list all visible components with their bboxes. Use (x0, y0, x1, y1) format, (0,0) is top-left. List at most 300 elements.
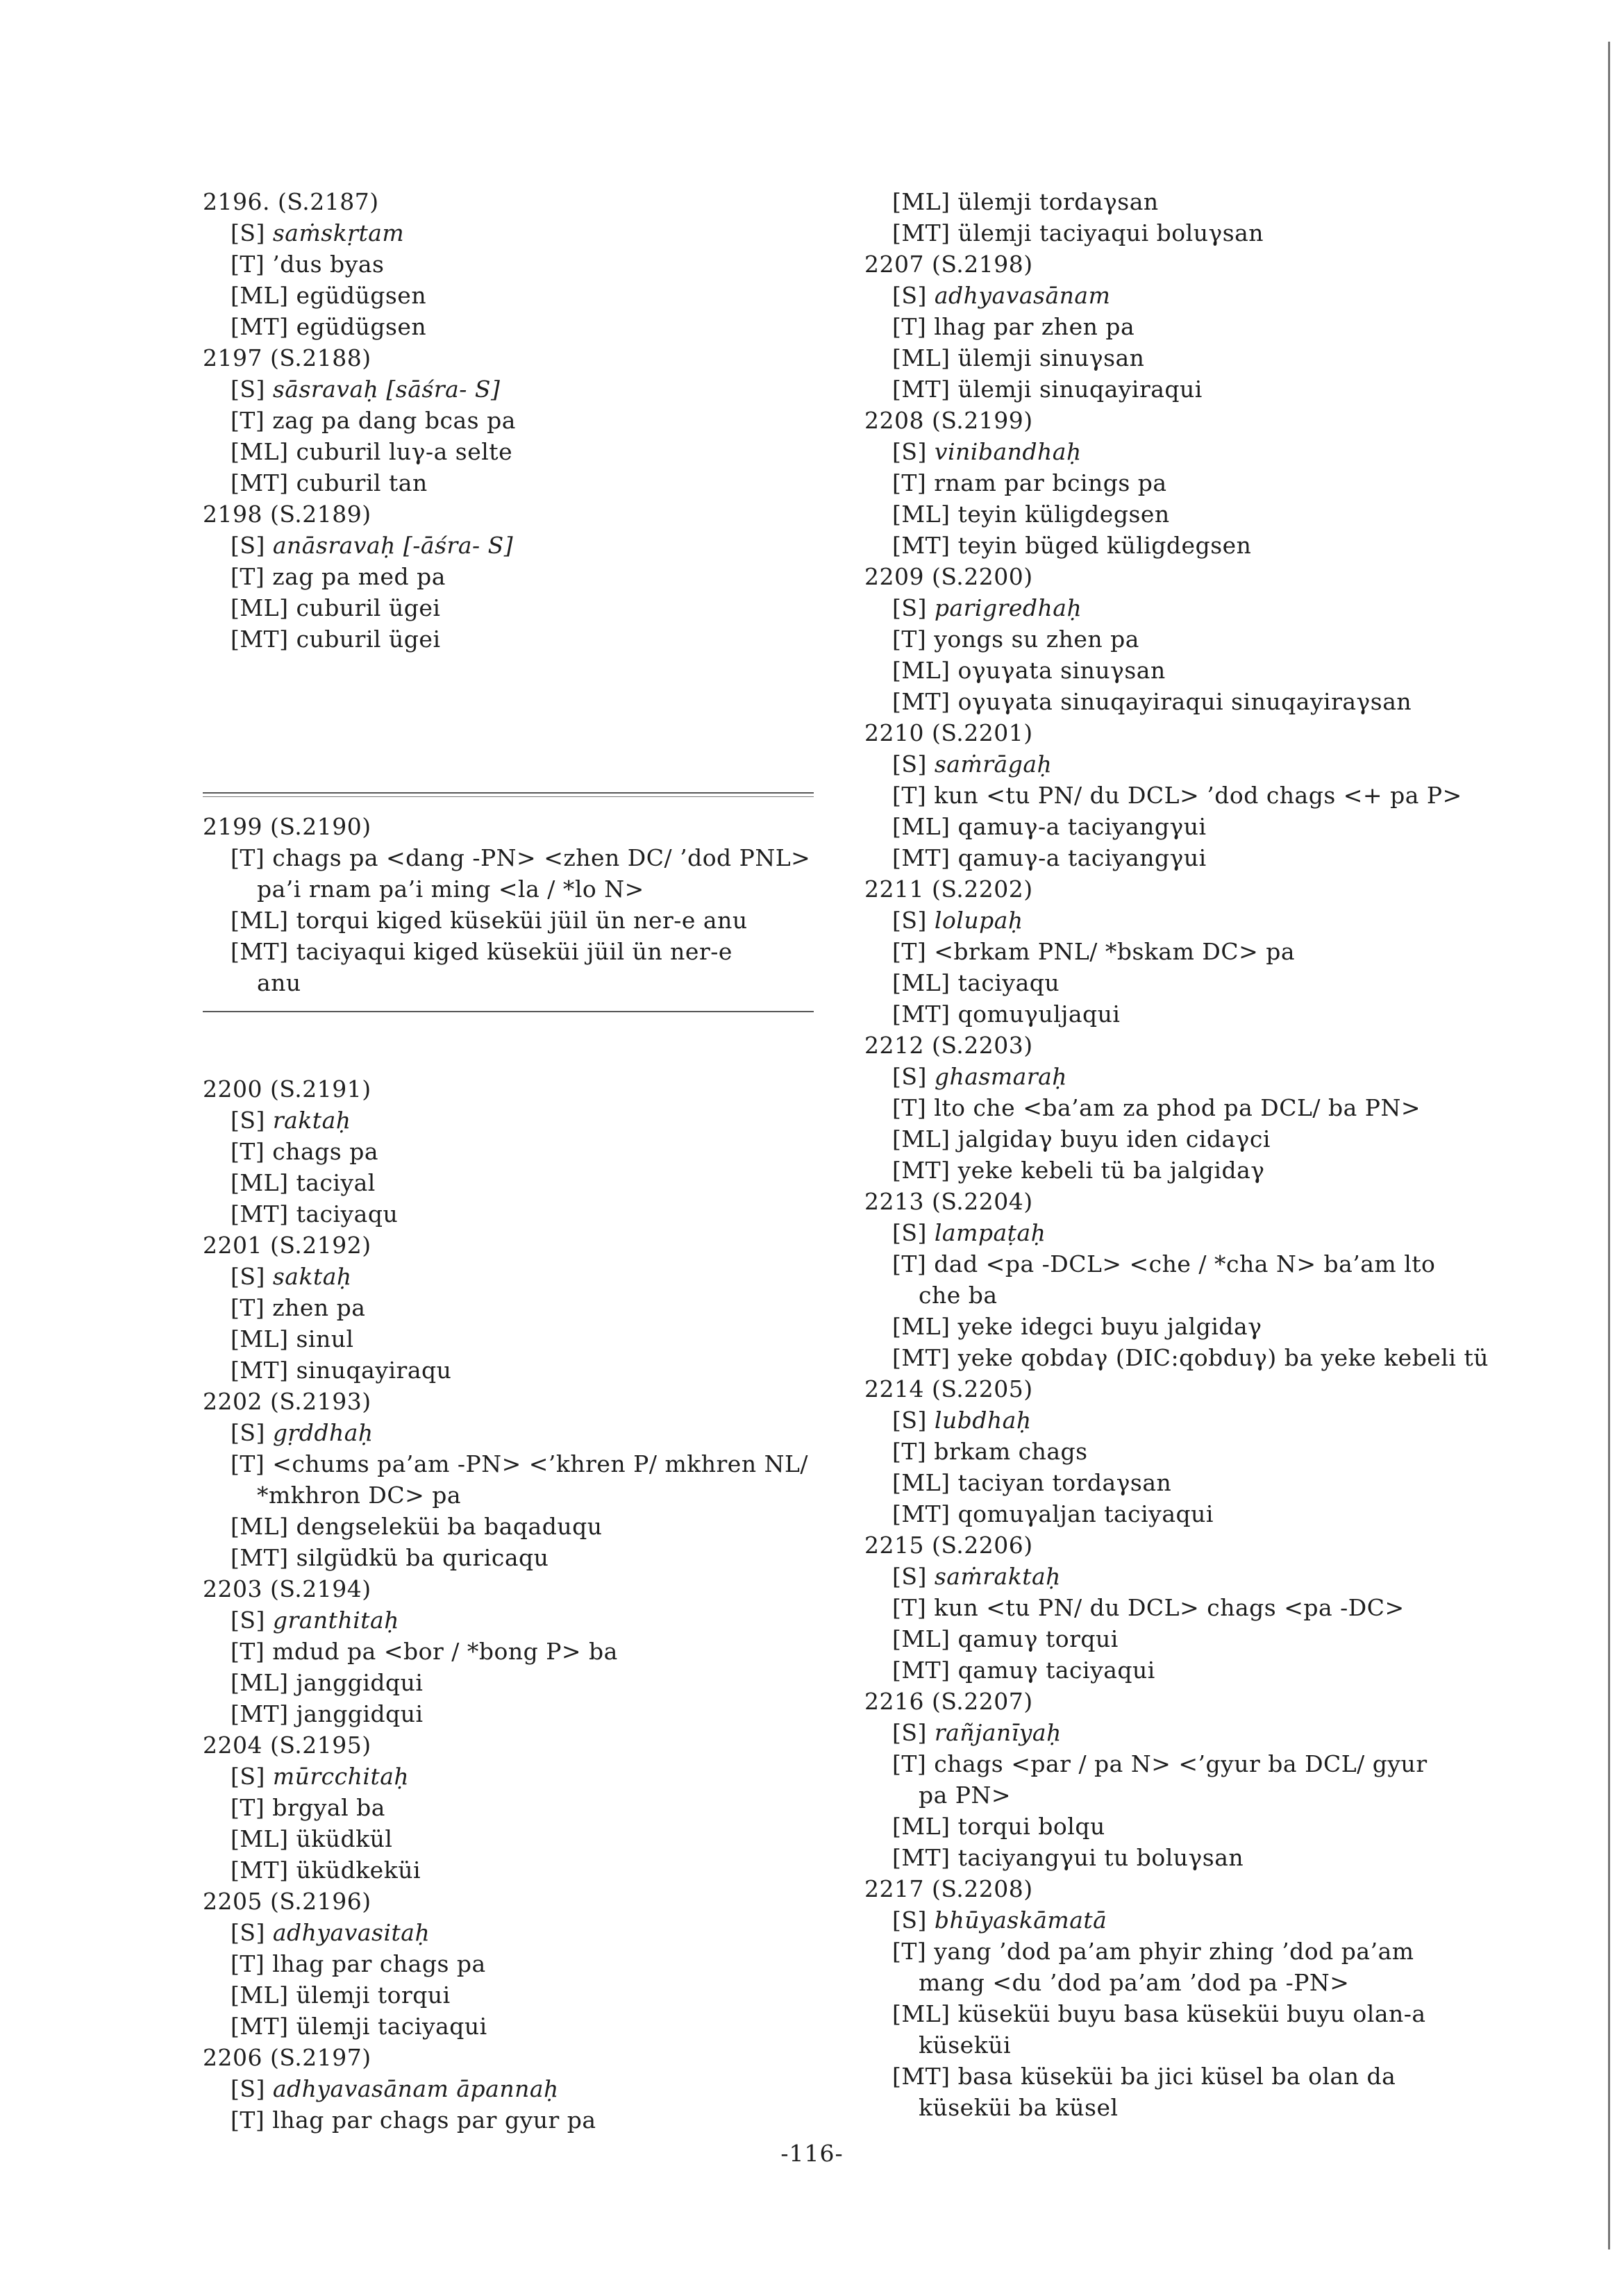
language-tag: [S] (892, 594, 927, 621)
language-tag: [MT] (231, 1857, 289, 1884)
divider-double (203, 792, 814, 797)
entry-line (864, 2092, 1559, 2123)
language-tag: [MT] (892, 532, 951, 559)
entry-text: brgyal ba (272, 1794, 385, 1821)
sanskrit-term: adhyavasānam āpannaḥ (272, 2075, 559, 2102)
entry-line (864, 1904, 1559, 1936)
language-tag: [T] (892, 1438, 927, 1465)
language-tag: [MT] (231, 469, 289, 496)
sanskrit-term: raktaḥ (272, 1107, 351, 1134)
entry-text: <brkam PNL/ *bskam DC> pa (934, 938, 1296, 965)
entry-text: taciyaqu (957, 969, 1060, 996)
language-tag: [T] (892, 1594, 927, 1621)
entry-number: 2216 (S.2207) (864, 1688, 1033, 1715)
entry-line (864, 1217, 1559, 1248)
language-tag: [T] (231, 1950, 265, 1977)
entry-text: yeke qobdaγ (DIC:qobduγ) ba yeke kebeli tü (957, 1344, 1489, 1371)
entry-text: silgüdkü ba quricaqu (296, 1544, 549, 1571)
entry-text: *mkhron DC> pa (257, 1482, 462, 1509)
dictionary-entry (203, 1573, 828, 1729)
language-tag: [MT] (892, 1844, 951, 1871)
entry-text: torqui bolqu (957, 1813, 1105, 1840)
language-tag: [ML] (892, 188, 951, 215)
language-tag: [S] (231, 2075, 265, 2102)
language-tag: [ML] (892, 1313, 951, 1340)
entry-line (864, 1092, 1559, 1123)
sanskrit-term: adhyavasānam (934, 282, 1111, 309)
entry-number: 2209 (S.2200) (864, 563, 1033, 590)
entry-text: yeke kebeli tü ba jalgidaγ (957, 1157, 1265, 1184)
entry-text: anu (257, 969, 301, 996)
right-column (864, 186, 1559, 2123)
language-tag: [MT] (892, 844, 951, 871)
language-tag: [MT] (892, 1157, 951, 1184)
entry-line (203, 1917, 828, 1948)
entry-line (203, 2011, 828, 2042)
entry-line (203, 1511, 828, 1542)
page-edge-line (1608, 42, 1610, 2249)
entry-text: mang <du ’dod pa’am ’dod pa -PN> (919, 1969, 1350, 1996)
language-tag: [MT] (231, 1357, 289, 1384)
language-tag: [S] (892, 1907, 927, 1934)
language-tag: [S] (892, 1563, 927, 1590)
entry-line (864, 967, 1559, 998)
entry-text: brkam chags (934, 1438, 1088, 1465)
entry-line (203, 1542, 828, 1573)
sanskrit-term: sāsravaḥ [sāśra- S] (272, 376, 501, 403)
dictionary-entry (864, 873, 1559, 1030)
language-tag: [T] (892, 1750, 927, 1777)
sanskrit-term: vinibandhaḥ (934, 438, 1082, 465)
entry-line (203, 1823, 828, 1854)
entry-line (203, 842, 828, 873)
entry-line (203, 1417, 828, 1448)
language-tag: [ML] (892, 813, 951, 840)
language-tag: [ML] (892, 1469, 951, 1496)
entry-number: 2201 (S.2192) (203, 1232, 371, 1259)
entry-line (203, 1105, 828, 1136)
language-tag: [T] (231, 2106, 265, 2134)
entry-text: egüdügsen (296, 313, 427, 340)
entry-line (864, 1592, 1559, 1623)
language-tag: [MT] (892, 1000, 951, 1028)
language-tag: [T] (892, 938, 927, 965)
sanskrit-term: ghasmaraḥ (934, 1063, 1068, 1090)
entry-text: sinul (296, 1325, 354, 1352)
dictionary-entry (203, 811, 828, 998)
dictionary-entry (203, 1230, 828, 1386)
language-tag: [S] (892, 1407, 927, 1434)
page-number: -116- (780, 2140, 844, 2167)
entry-line (864, 1467, 1559, 1498)
language-tag: [ML] (231, 1825, 289, 1852)
language-tag: [MT] (231, 313, 289, 340)
entry-number: 2214 (S.2205) (864, 1375, 1033, 1402)
entry-text: taciyaqui kiged küseküi jüil ün ner-e (296, 938, 733, 965)
entry-line (203, 249, 828, 280)
entry-line (864, 1342, 1559, 1373)
entry-text: torqui kiged küseküi jüil ün ner-e anu (296, 907, 748, 934)
language-tag: [S] (231, 1607, 265, 1634)
entry-text: egüdügsen (296, 282, 427, 309)
language-tag: [ML] (892, 1625, 951, 1652)
sanskrit-term: parigredhaḥ (934, 594, 1082, 621)
entry-line (203, 592, 828, 623)
language-tag: [T] (892, 1250, 927, 1277)
dictionary-entry (864, 1873, 1559, 2123)
entry-text: pa’i rnam pa’i ming <la / *lo N> (257, 875, 644, 903)
entry-text: taciyangγui tu boluγsan (957, 1844, 1244, 1871)
entry-number: 2197 (S.2188) (203, 344, 371, 371)
entry-text: kun <tu PN/ du DCL> chags <pa -DC> (934, 1594, 1405, 1621)
entry-line (864, 1311, 1559, 1342)
entry-line (864, 1842, 1559, 1873)
entry-line (864, 186, 1559, 217)
entry-line (864, 2029, 1559, 2061)
entry-text: mdud pa <bor / *bong P> ba (272, 1638, 618, 1665)
entry-text: jalgidaγ buyu iden cidaγci (957, 1125, 1271, 1153)
sanskrit-term: lampaṭaḥ (934, 1219, 1046, 1246)
language-tag: [ML] (231, 1169, 289, 1196)
entry-line (864, 936, 1559, 967)
entry-line (203, 1167, 828, 1198)
language-tag: [MT] (892, 688, 951, 715)
entry-line (864, 842, 1559, 873)
entry-line (864, 1561, 1559, 1592)
entry-text: küseküi (919, 2031, 1012, 2059)
entry-line (203, 1667, 828, 1698)
language-tag: [MT] (892, 1500, 951, 1527)
entry-line (864, 436, 1559, 467)
entry-text: qomuγuljaqui (957, 1000, 1121, 1028)
language-tag: [T] (231, 844, 265, 871)
entry-line (864, 655, 1559, 686)
entry-line (864, 374, 1559, 405)
language-tag: [T] (892, 313, 927, 340)
language-tag: [T] (892, 782, 927, 809)
language-tag: [T] (892, 1094, 927, 1121)
entry-text: üküdkül (296, 1825, 393, 1852)
entry-text: chags pa (272, 1138, 379, 1165)
language-tag: [T] (231, 563, 265, 590)
entry-text: qamuγ torqui (957, 1625, 1119, 1652)
dictionary-entry (203, 186, 828, 342)
entry-text: ülemji torqui (296, 1981, 451, 2009)
entry-number: 2196. (S.2187) (203, 188, 379, 215)
dictionary-entry (203, 342, 828, 498)
entry-line (864, 905, 1559, 936)
entry-line (864, 1248, 1559, 1280)
entry-line (203, 436, 828, 467)
entry-text: taciyan tordaγsan (957, 1469, 1172, 1496)
entry-number: 2210 (S.2201) (864, 719, 1033, 746)
entry-line (864, 1811, 1559, 1842)
entry-text: janggidqui (296, 1669, 424, 1696)
sanskrit-term: mūrcchitaḥ (272, 1763, 410, 1790)
language-tag: [S] (231, 1107, 265, 1134)
entry-line (864, 623, 1559, 655)
entry-line (203, 873, 828, 905)
entry-line (864, 1967, 1559, 1998)
entry-text: ülemji taciyaqui (296, 2013, 487, 2040)
entry-text: yeke idegci buyu jalgidaγ (957, 1313, 1262, 1340)
language-tag: [S] (892, 751, 927, 778)
entry-line (864, 1498, 1559, 1530)
sanskrit-term: lubdhaḥ (934, 1407, 1032, 1434)
entry-number: 2202 (S.2193) (203, 1388, 371, 1415)
entry-line (203, 1292, 828, 1323)
entry-text: üküdkeküi (296, 1857, 421, 1884)
language-tag: [S] (892, 1719, 927, 1746)
entry-line (864, 1623, 1559, 1654)
entry-text: zag pa dang bcas pa (272, 407, 516, 434)
entry-line (203, 1792, 828, 1823)
language-tag: [S] (892, 438, 927, 465)
entry-line (203, 530, 828, 561)
entry-text: kun <tu PN/ du DCL> ’dod chags <+ pa P> (934, 782, 1462, 809)
entry-text: basa küseküi ba jici küsel ba olan da (957, 2063, 1396, 2090)
language-tag: [MT] (231, 938, 289, 965)
dictionary-entry (203, 1886, 828, 2042)
language-tag: [S] (892, 1063, 927, 1090)
entry-line (203, 1261, 828, 1292)
entry-line (864, 1061, 1559, 1092)
entry-line (203, 1636, 828, 1667)
left-column (203, 186, 828, 2136)
entry-text: ülemji sinuqayiraqui (957, 376, 1203, 403)
entry-line (203, 905, 828, 936)
dictionary-entry (864, 186, 1559, 249)
language-tag: [T] (231, 1638, 265, 1665)
language-tag: [S] (231, 219, 265, 246)
language-tag: [MT] (892, 1344, 951, 1371)
entry-text: sinuqayiraqu (296, 1357, 452, 1384)
entry-line (203, 1480, 828, 1511)
language-tag: [S] (231, 1763, 265, 1790)
language-tag: [T] (892, 1938, 927, 1965)
language-tag: [ML] (892, 1813, 951, 1840)
language-tag: [MT] (892, 376, 951, 403)
entry-text: lhag par zhen pa (934, 313, 1135, 340)
language-tag: [MT] (231, 1700, 289, 1727)
entry-line (864, 467, 1559, 498)
language-tag: [MT] (892, 2063, 951, 2090)
dictionary-entry (864, 1186, 1559, 1373)
entry-text: oγuγata sinuqayiraqui sinuqayiraγsan (957, 688, 1412, 715)
entry-text: ülemji sinuγsan (957, 344, 1145, 371)
entry-text: ülemji tordaγsan (957, 188, 1159, 215)
entry-line (864, 1779, 1559, 1811)
language-tag: [ML] (231, 1325, 289, 1352)
dictionary-entry (203, 1729, 828, 1886)
dictionary-entry (203, 2042, 828, 2136)
sanskrit-term: anāsravaḥ [-āśra- S] (272, 532, 514, 559)
entry-line (864, 498, 1559, 530)
entry-line (864, 686, 1559, 717)
entry-number: 2199 (S.2190) (203, 813, 371, 840)
language-tag: [S] (231, 376, 265, 403)
entry-line (864, 2061, 1559, 2092)
sanskrit-term: granthitaḥ (272, 1607, 399, 1634)
dictionary-entry (203, 498, 828, 655)
language-tag: [T] (231, 407, 265, 434)
spacer (203, 1012, 828, 1073)
entry-line (203, 467, 828, 498)
language-tag: [ML] (231, 1669, 289, 1696)
entry-line (864, 1123, 1559, 1155)
entry-text: küseküi buyu basa küseküi buyu olan-a (957, 2000, 1426, 2027)
dictionary-entry (203, 1073, 828, 1230)
entry-text: cuburil ügei (296, 594, 441, 621)
spacer (203, 797, 828, 811)
language-tag: [T] (231, 1294, 265, 1321)
entry-line (203, 967, 828, 998)
entry-line (203, 623, 828, 655)
language-tag: [MT] (231, 626, 289, 653)
entry-text: <chums pa’am -PN> <’khren P/ mkhren NL/ (272, 1450, 808, 1477)
language-tag: [T] (892, 469, 927, 496)
language-tag: [ML] (231, 1513, 289, 1540)
entry-line (864, 780, 1559, 811)
dictionary-entry (864, 717, 1559, 873)
language-tag: [ML] (231, 438, 289, 465)
entry-number: 2207 (S.2198) (864, 251, 1033, 278)
entry-text: chags pa <dang -PN> <zhen DC/ ’dod PNL> (272, 844, 811, 871)
entry-text: pa PN> (919, 1782, 1012, 1809)
entry-text: oγuγata sinuγsan (957, 657, 1166, 684)
entry-line (864, 1405, 1559, 1436)
entry-line (864, 1717, 1559, 1748)
entry-line (203, 1323, 828, 1355)
entry-text: lhag par chags pa (272, 1950, 486, 1977)
entry-text: küseküi ba küsel (919, 2094, 1119, 2121)
language-tag: [S] (892, 907, 927, 934)
entry-line (203, 2073, 828, 2104)
entry-line (864, 811, 1559, 842)
language-tag: [MT] (892, 1657, 951, 1684)
entry-text: teyin büged küligdegsen (957, 532, 1252, 559)
entry-line (203, 561, 828, 592)
dictionary-entry (864, 249, 1559, 405)
language-tag: [MT] (231, 1544, 289, 1571)
sanskrit-term: saktaḥ (272, 1263, 352, 1290)
dictionary-entry (864, 405, 1559, 561)
language-tag: [T] (231, 1794, 265, 1821)
language-tag: [ML] (231, 594, 289, 621)
language-tag: [ML] (892, 2000, 951, 2027)
language-tag: [ML] (892, 344, 951, 371)
dictionary-entry (864, 561, 1559, 717)
entry-line (203, 1979, 828, 2011)
entry-line (203, 1698, 828, 1729)
entry-number: 2198 (S.2189) (203, 501, 371, 528)
language-tag: [MT] (892, 219, 951, 246)
entry-line (864, 748, 1559, 780)
language-tag: [ML] (892, 1125, 951, 1153)
entry-line (203, 1854, 828, 1886)
entry-line (864, 530, 1559, 561)
dictionary-entry (203, 1386, 828, 1573)
entry-line (203, 374, 828, 405)
entry-line (203, 280, 828, 311)
dictionary-entry (864, 1030, 1559, 1186)
language-tag: [S] (231, 532, 265, 559)
language-tag: [T] (231, 1450, 265, 1477)
entry-line (864, 311, 1559, 342)
entry-line (864, 342, 1559, 374)
entry-line (203, 405, 828, 436)
language-tag: [MT] (231, 2013, 289, 2040)
entry-line (864, 280, 1559, 311)
entry-text: yang ’dod pa’am phyir zhing ’dod pa’am (934, 1938, 1414, 1965)
entry-text: janggidqui (296, 1700, 424, 1727)
entry-line (864, 592, 1559, 623)
language-tag: [ML] (892, 969, 951, 996)
entry-text: ’dus byas (272, 251, 385, 278)
language-tag: [MT] (231, 1200, 289, 1227)
entry-line (864, 217, 1559, 249)
sanskrit-term: gṛddhaḥ (272, 1419, 374, 1446)
language-tag: [ML] (231, 907, 289, 934)
sanskrit-term: saṁrāgaḥ (934, 751, 1053, 778)
entry-number: 2204 (S.2195) (203, 1732, 371, 1759)
entry-number: 2208 (S.2199) (864, 407, 1033, 434)
sanskrit-term: adhyavasitaḥ (272, 1919, 430, 1946)
entry-text: dad <pa -DCL> <che / *cha N> ba’am lto (934, 1250, 1436, 1277)
entry-line (864, 1936, 1559, 1967)
entry-text: zag pa med pa (272, 563, 446, 590)
spacer (203, 998, 828, 1011)
entry-line (864, 1436, 1559, 1467)
language-tag: [S] (892, 282, 927, 309)
dictionary-entry (864, 1373, 1559, 1530)
entry-text: che ba (919, 1282, 998, 1309)
entry-number: 2206 (S.2197) (203, 2044, 371, 2071)
dictionary-entry (864, 1686, 1559, 1873)
entry-line (203, 1448, 828, 1480)
entry-text: cuburil tan (296, 469, 428, 496)
entry-text: yongs su zhen pa (934, 626, 1139, 653)
entry-line (203, 217, 828, 249)
sanskrit-term: bhūyaskāmatā (934, 1907, 1107, 1934)
entry-text: cuburil ügei (296, 626, 441, 653)
dictionary-entry (864, 1530, 1559, 1686)
entry-line (203, 2104, 828, 2136)
entry-number: 2211 (S.2202) (864, 875, 1033, 903)
entry-line (864, 1748, 1559, 1779)
entry-number: 2215 (S.2206) (864, 1532, 1033, 1559)
entry-line (203, 311, 828, 342)
entry-text: qomuγaljan taciyaqui (957, 1500, 1214, 1527)
entry-text: cuburil luγ-a selte (296, 438, 513, 465)
language-tag: [S] (892, 1219, 927, 1246)
language-tag: [S] (231, 1919, 265, 1946)
entry-text: teyin küligdegsen (957, 501, 1170, 528)
entry-text: zhen pa (272, 1294, 366, 1321)
sanskrit-term: saṁskṛtam (272, 219, 405, 246)
entry-text: ülemji taciyaqui boluγsan (957, 219, 1264, 246)
language-tag: [T] (231, 251, 265, 278)
entry-number: 2200 (S.2191) (203, 1075, 371, 1103)
entry-number: 2213 (S.2204) (864, 1188, 1033, 1215)
language-tag: [S] (231, 1263, 265, 1290)
entry-line (864, 1654, 1559, 1686)
language-tag: [ML] (231, 282, 289, 309)
language-tag: [T] (231, 1138, 265, 1165)
entry-line (203, 1198, 828, 1230)
language-tag: [ML] (892, 501, 951, 528)
entry-line (864, 998, 1559, 1030)
